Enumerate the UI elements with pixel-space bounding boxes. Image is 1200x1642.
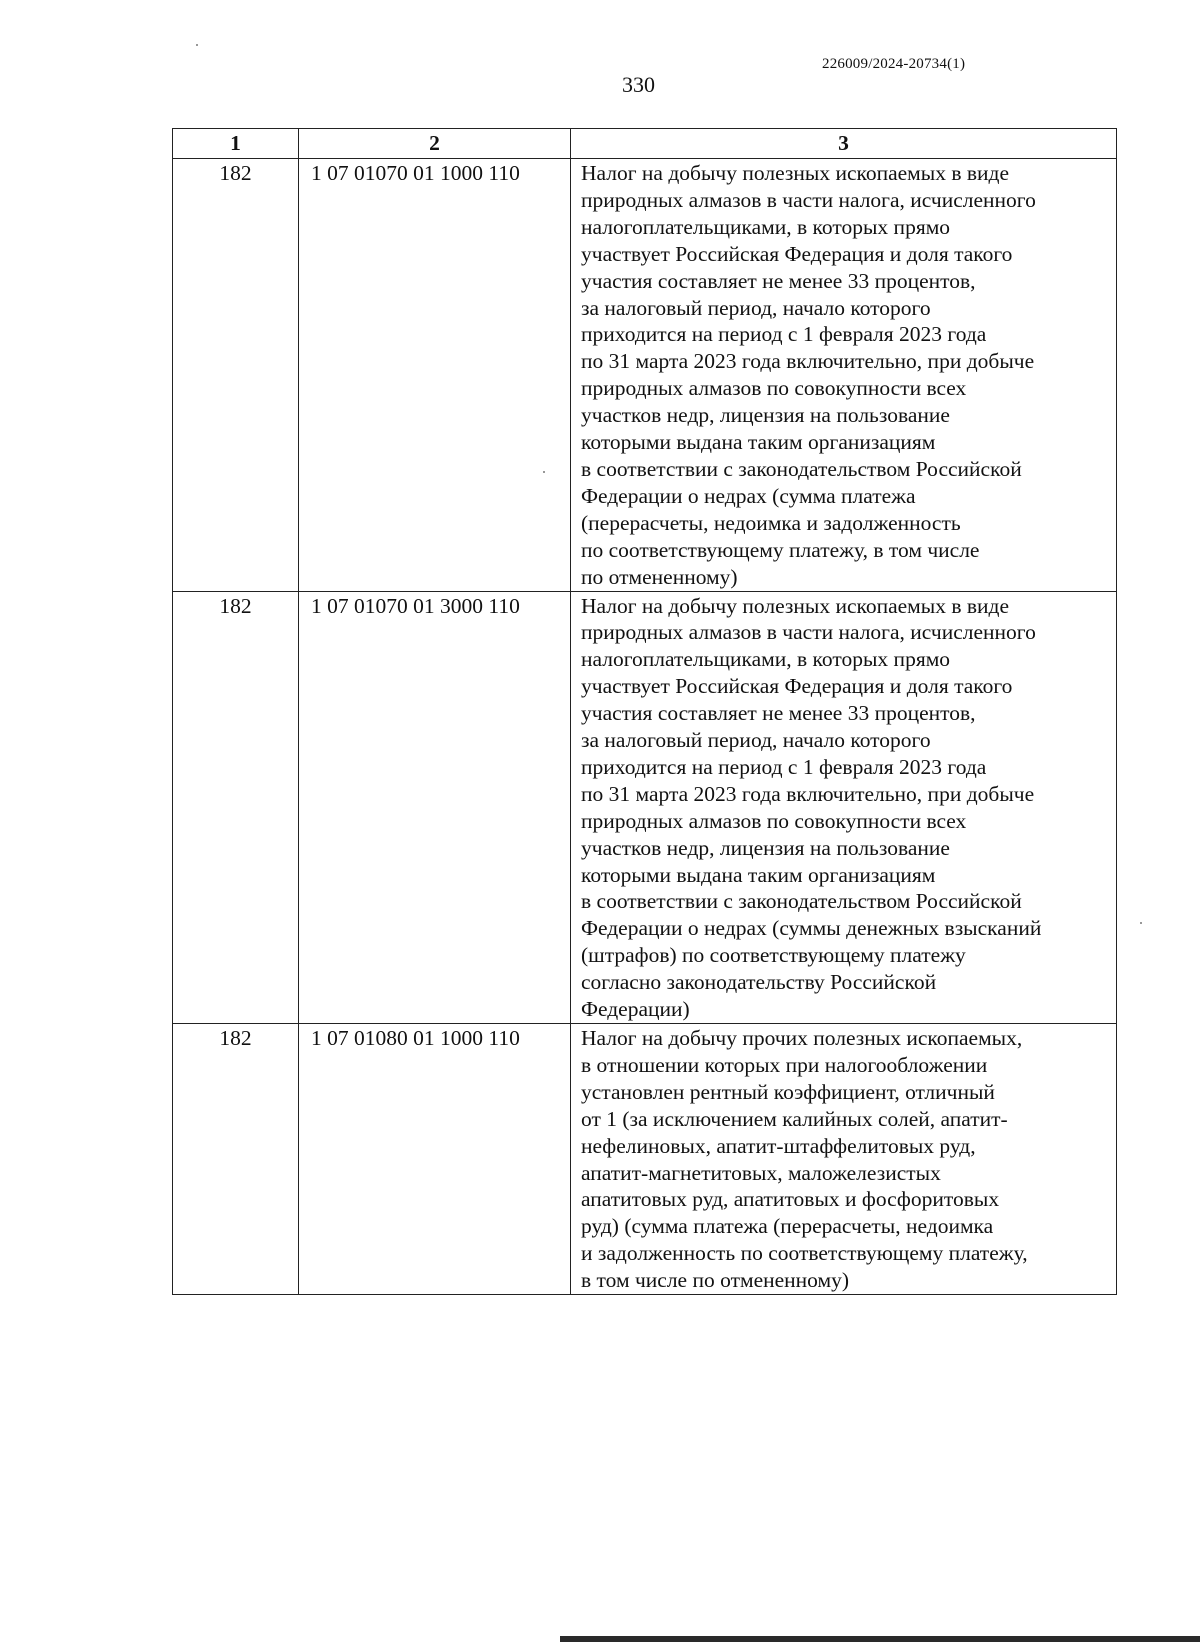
table-row <box>173 1024 1117 1295</box>
budget-classification-code-cell: 1 07 01070 01 3000 110 <box>299 591 571 1024</box>
description-line: по 31 марта 2023 года включительно, при добыче <box>581 349 1035 374</box>
table-row <box>173 591 1117 1024</box>
description-line: Налог на добычу прочих полезных ископаемых, <box>581 1026 1023 1050</box>
description-line: по отмененному) <box>581 564 738 589</box>
description-line: налогоплательщиками, в которых прямо <box>581 214 951 239</box>
description-line: природных алмазов по совокупности всех <box>581 808 967 833</box>
admin-code-cell: 182 <box>173 1024 299 1295</box>
income-description-cell <box>571 159 1117 592</box>
budget-codes-table <box>172 128 1117 1295</box>
description-line: от 1 (за исключением калийных солей, апатит- <box>581 1106 1008 1131</box>
description-line: и задолженность по соответствующему платежу, <box>581 1241 1028 1266</box>
description-line: руд) (сумма платежа (перерасчеты, недоимка <box>581 1214 994 1239</box>
description-line: участия составляет не менее 33 процентов, <box>581 701 976 726</box>
description-line: апатитовых руд, апатитовых и фосфоритовых <box>581 1187 1000 1212</box>
description-line: в отношении которых при налогообложении <box>581 1052 988 1077</box>
description-line: участвует Российская Федерация и доля такого <box>581 674 1013 699</box>
description-line: по соответствующему платежу, в том числе <box>581 537 980 562</box>
description-line: участвует Российская Федерация и доля такого <box>581 241 1013 266</box>
description-line: установлен рентный коэффициент, отличный <box>581 1079 995 1104</box>
description-line: участков недр, лицензия на пользование <box>581 835 950 860</box>
table-header-row <box>173 129 1117 159</box>
description-line: нефелиновых, апатит-штаффелитовых руд, <box>581 1133 976 1158</box>
description-line: которыми выдана таким организациям <box>581 862 936 887</box>
budget-classification-code-cell: 1 07 01080 01 1000 110 <box>299 1024 571 1295</box>
description-line: апатит-магнетитовых, маложелезистых <box>581 1160 941 1185</box>
income-description-cell <box>571 591 1117 1024</box>
description-line: природных алмазов по совокупности всех <box>581 376 967 401</box>
table-row <box>173 159 1117 592</box>
document-registration-number: 226009/2024-20734(1) <box>822 56 966 72</box>
description-line: (перерасчеты, недоимка и задолженность <box>581 510 961 535</box>
description-line: которыми выдана таким организациям <box>581 430 936 455</box>
description-line: приходится на период с 1 февраля 2023 года <box>581 322 987 347</box>
income-description-cell <box>571 1024 1117 1295</box>
description-line: Налог на добычу полезных ископаемых в виде <box>581 161 1010 185</box>
description-line: участков недр, лицензия на пользование <box>581 403 950 428</box>
budget-classification-code-cell: 1 07 01070 01 1000 110 <box>299 159 571 592</box>
scan-bottom-edge <box>560 1636 1200 1642</box>
scan-speck <box>543 471 545 473</box>
description-line: (штрафов) по соответствующему платежу <box>581 943 966 968</box>
description-line: Федерации) <box>581 997 690 1022</box>
page-number: 330 <box>622 72 655 97</box>
description-line: Налог на добычу полезных ископаемых в виде <box>581 593 1010 618</box>
description-line: налогоплательщиками, в которых прямо <box>581 647 951 672</box>
description-line: за налоговый период, начало которого <box>581 295 931 320</box>
description-line: Федерации о недрах (суммы денежных взысканий <box>581 916 1042 941</box>
column-header-2: 2 <box>299 129 571 159</box>
description-line: природных алмазов в части налога, исчисленного <box>581 620 1036 645</box>
budget-codes-table-container <box>172 128 1116 1295</box>
description-line: по 31 марта 2023 года включительно, при добыче <box>581 781 1035 806</box>
column-header-3: 3 <box>571 129 1117 159</box>
table-body <box>173 159 1117 1295</box>
description-line: природных алмазов в части налога, исчисленного <box>581 187 1036 212</box>
description-line: в том числе по отмененному) <box>581 1268 850 1293</box>
description-line: приходится на период с 1 февраля 2023 года <box>581 754 987 779</box>
description-line: в соответствии с законодательством Российской <box>581 456 1022 481</box>
scan-speck <box>196 44 198 46</box>
description-line: за налоговый период, начало которого <box>581 728 931 753</box>
admin-code-cell: 182 <box>173 159 299 592</box>
admin-code-cell: 182 <box>173 591 299 1024</box>
description-line: участия составляет не менее 33 процентов, <box>581 268 976 293</box>
description-line: согласно законодательству Российской <box>581 970 937 995</box>
scan-speck <box>1140 922 1142 924</box>
description-line: в соответствии с законодательством Российской <box>581 889 1022 914</box>
description-line: Федерации о недрах (сумма платежа <box>581 483 916 508</box>
column-header-1: 1 <box>173 129 299 159</box>
